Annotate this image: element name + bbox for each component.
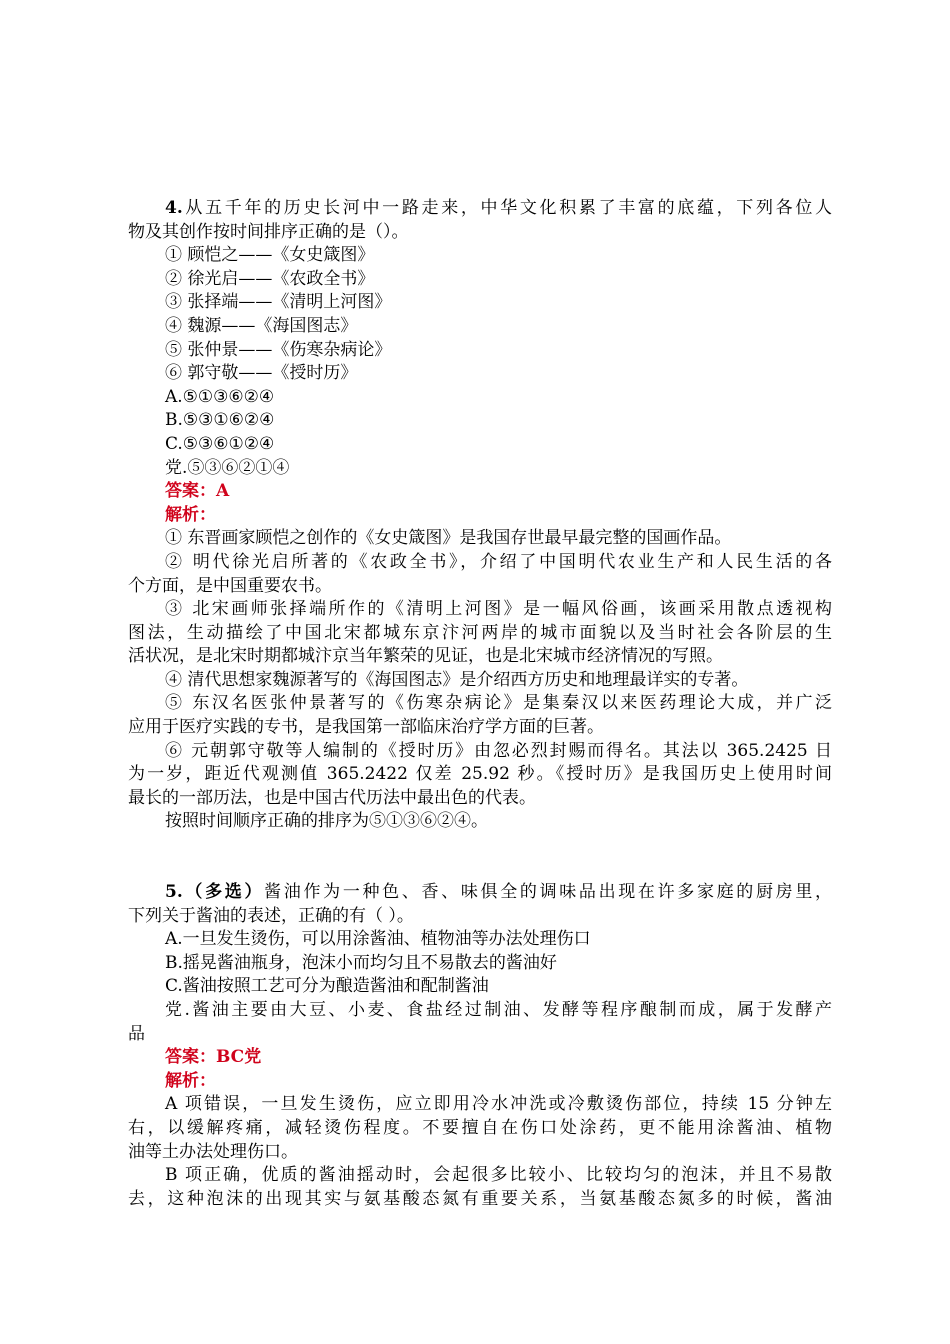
analysis-line: ③ 北宋画师张择端所作的《清明上河图》是一幅风俗画，该画采用散点透视构 — [165, 599, 832, 620]
question-4-answer: 答案：A — [165, 481, 230, 502]
analysis-line: 个方面，是中国重要农书。 — [128, 575, 332, 596]
question-5-option-d: 党.酱油主要由大豆、小麦、食盐经过制油、发酵等程序酿制而成，属于发酵产 — [165, 1000, 832, 1020]
analysis-line: A 项错误，一旦发生烫伤，应立即用冷水冲洗或冷敷烫伤部位，持续 15 分钟左 — [165, 1094, 832, 1115]
analysis-line: ② 明代徐光启所著的《农政全书》，介绍了中国明代农业生产和人民生活的各 — [165, 551, 832, 572]
analysis-line: 右，以缓解疼痛，减轻烫伤程度。不要擅自在伤口处涂药，更不能用涂酱油、植物 — [128, 1117, 832, 1138]
question-5-option-d-cont: 品 — [128, 1023, 145, 1044]
analysis-line: ⑥ 元朝郭守敬等人编制的《授时历》由忽必烈封赐而得名。其法以 365.2425 日 — [165, 740, 832, 761]
analysis-line: 图法，生动描绘了中国北宋都城东京汴河两岸的城市面貌以及当时社会各阶层的生 — [128, 622, 832, 643]
analysis-line: 应用于医疗实践的专书，是我国第一部临床治疗学方面的巨著。 — [128, 717, 604, 738]
question-5-analysis-label: 解析： — [165, 1070, 216, 1091]
analysis-line: ④ 清代思想家魏源著写的《海国图志》是介绍西方历史和地理最详实的专著。 — [165, 669, 749, 690]
question-5-option-a: A.一旦发生烫伤，可以用涂酱油、植物油等办法处理伤口 — [165, 929, 591, 950]
question-4-item: ④ 魏源——《海国图志》 — [165, 315, 358, 336]
question-5-number: 5. — [165, 882, 183, 903]
question-4-option-d: 党.⑤③⑥②①④ — [165, 457, 290, 478]
question-5-answer: 答案：BC党 — [165, 1047, 262, 1068]
document-page — [128, 197, 832, 1211]
question-5-stem-line-2: 下列关于酱油的表述，正确的有（ ）。 — [128, 905, 414, 926]
analysis-line: 油等土办法处理伤口。 — [128, 1141, 298, 1162]
question-5-option-c: C.酱油按照工艺可分为酿造酱油和配制酱油 — [165, 976, 489, 997]
question-4 — [128, 197, 832, 834]
analysis-line: 活状况，是北宋时期都城汴京当年繁荣的见证，也是北宋城市经济情况的写照。 — [128, 646, 723, 667]
question-4-stem-line-2: 物及其创作按时间排序正确的是（）。 — [128, 221, 409, 242]
question-4-item: ③ 张择端——《清明上河图》 — [165, 292, 392, 313]
question-5 — [128, 881, 832, 1211]
analysis-line: 最长的一部历法，也是中国古代历法中最出色的代表。 — [128, 787, 536, 808]
question-4-number: 4. — [165, 198, 183, 218]
question-4-item: ⑥ 郭守敬——《授时历》 — [165, 363, 358, 384]
analysis-line: 去，这种泡沫的出现其实与氨基酸态氮有重要关系，当氨基酸态氮多的时候，酱油 — [128, 1188, 832, 1209]
analysis-line: ⑤ 东汉名医张仲景著写的《伤寒杂病论》是集秦汉以来医药理论大成，并广泛 — [165, 693, 832, 714]
question-5-option-b: B.摇晃酱油瓶身，泡沫小而均匀且不易散去的酱油好 — [165, 952, 557, 973]
analysis-line: 为一岁，距近代观测值 365.2422 仅差 25.92 秒。《授时历》是我国历史上使用时间 — [128, 764, 832, 785]
question-4-option-c: C.⑤③⑥①②④ — [165, 433, 275, 454]
analysis-line: ① 东晋画家顾恺之创作的《女史箴图》是我国存世最早最完整的国画作品。 — [165, 528, 732, 549]
question-4-stem-line-1: 4.从五千年的历史长河中一路走来，中华文化积累了丰富的底蕴，下列各位人 — [165, 198, 832, 218]
question-4-item: ② 徐光启——《农政全书》 — [165, 268, 375, 289]
analysis-line: B 项正确，优质的酱油摇动时，会起很多比较小、比较均匀的泡沫，并且不易散 — [165, 1165, 832, 1186]
question-4-item: ① 顾恺之——《女史箴图》 — [165, 245, 375, 266]
question-4-conclusion: 按照时间顺序正确的排序为⑤①③⑥②④。 — [165, 811, 488, 832]
question-5-tag: （多选） — [182, 882, 265, 903]
question-4-item: ⑤ 张仲景——《伤寒杂病论》 — [165, 339, 392, 360]
question-5-stem-line-1: 5.（多选）酱油作为一种色、香、味俱全的调味品出现在许多家庭的厨房里， — [165, 882, 833, 903]
question-4-option-b: B.⑤③①⑥②④ — [165, 410, 275, 431]
question-4-analysis-label: 解析： — [165, 504, 216, 525]
question-4-option-a: A.⑤①③⑥②④ — [165, 386, 275, 407]
